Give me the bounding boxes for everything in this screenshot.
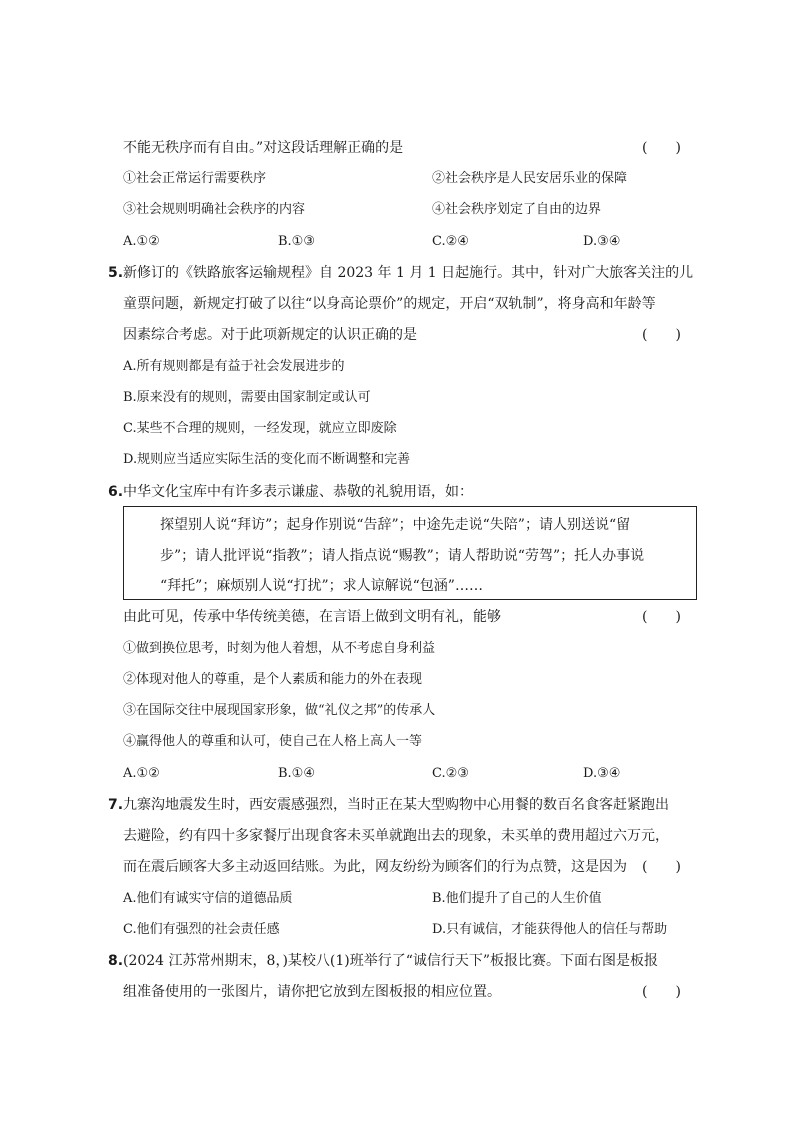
q7-answer-paren: ( ) bbox=[642, 859, 681, 875]
q6-statement-3: ③在国际交往中展现国家形象，做“礼仪之邦”的传承人 bbox=[123, 703, 436, 718]
q4-option-b: B.①③ bbox=[278, 234, 315, 249]
q5-number: 5. bbox=[108, 265, 124, 281]
q6-option-c: C.②③ bbox=[432, 766, 469, 781]
q7-option-c: C.他们有强烈的社会责任感 bbox=[123, 922, 280, 937]
q8-number: 8. bbox=[108, 953, 124, 969]
q8-stem-line-1: (2024 江苏常州期末，8，)某校八(1)班举行了“诚信行天下”板报比赛。下面右图是板报 bbox=[123, 953, 659, 969]
q6-stem: 中华文化宝库中有许多表示谦虚、恭敬的礼貌用语，如： bbox=[123, 484, 473, 500]
q4-option-d: D.③④ bbox=[583, 234, 621, 249]
q6-box-line-2: 步”；请人批评说“指教”；请人指点说“赐教”；请人帮助说“劳驾”；托人办事说 bbox=[160, 548, 645, 564]
q6-option-a: A.①② bbox=[123, 766, 160, 781]
q6-answer-paren: ( ) bbox=[642, 609, 681, 625]
q6-box-line-1: 探望别人说“拜访”；起身作别说“告辞”；中途先走说“失陪”；请人别送说“留 bbox=[160, 517, 631, 533]
q6-box-line-3: “拜托”；麻烦别人说“打扰”；求人谅解说“包涵”…… bbox=[160, 578, 483, 594]
q5-option-a: A.所有规则都是有益于社会发展进步的 bbox=[123, 359, 345, 374]
q5-option-b: B.原来没有的规则，需要由国家制定或认可 bbox=[123, 390, 371, 405]
q4-statement-1: ①社会正常运行需要秩序 bbox=[123, 171, 267, 186]
q7-stem-line-1: 九寨沟地震发生时，西安震感强烈，当时正在某大型购物中心用餐的数百名食客赶紧跑出 bbox=[123, 797, 669, 813]
q4-option-c: C.②④ bbox=[432, 234, 469, 249]
q8-answer-paren: ( ) bbox=[642, 984, 681, 1000]
q6-quote-box bbox=[123, 506, 697, 600]
q7-option-b: B.他们提升了自己的人生价值 bbox=[432, 891, 602, 906]
q7-number: 7. bbox=[108, 797, 124, 813]
q7-option-d: D.只有诚信，才能获得他人的信任与帮助 bbox=[432, 922, 668, 937]
q6-number: 6. bbox=[108, 484, 124, 500]
q4-option-a: A.①② bbox=[123, 234, 160, 249]
q6-statement-1: ①做到换位思考，时刻为他人着想，从不考虑自身利益 bbox=[123, 641, 436, 656]
q4-statement-4: ④社会秩序划定了自由的边界 bbox=[432, 202, 602, 217]
q4-statement-3: ③社会规则明确社会秩序的内容 bbox=[123, 202, 306, 217]
q5-stem-line-3: 因素综合考虑。对于此项新规定的认识正确的是 bbox=[123, 327, 417, 343]
q4-stem-tail: 不能无秩序而有自由。”对这段话理解正确的是 bbox=[123, 140, 404, 156]
q6-option-b: B.①④ bbox=[278, 766, 315, 781]
q7-stem-line-2: 去避险，约有四十多家餐厅出现食客未买单就跑出去的现象，未买单的费用超过六万元， bbox=[123, 828, 669, 844]
q5-option-d: D.规则应当适应实际生活的变化而不断调整和完善 bbox=[123, 452, 411, 467]
q4-answer-paren: ( ) bbox=[642, 140, 681, 156]
q4-statement-2: ②社会秩序是人民安居乐业的保障 bbox=[432, 171, 628, 186]
q7-stem-line-3: 而在震后顾客大多主动返回结账。为此，网友纷纷为顾客们的行为点赞，这是因为 bbox=[123, 859, 627, 875]
q7-option-a: A.他们有诚实守信的道德品质 bbox=[123, 891, 293, 906]
q5-stem-line-1: 新修订的《铁路旅客运输规程》自 2023 年 1 月 1 日起施行。其中，针对广大旅客关注的儿 bbox=[123, 265, 694, 281]
q5-stem-line-2: 童票问题，新规定打破了以往“以身高论票价”的规定，开启“双轨制”，将身高和年龄等 bbox=[123, 296, 656, 312]
q6-statement-4: ④赢得他人的尊重和认可，使自己在人格上高人一等 bbox=[123, 734, 423, 749]
q6-question: 由此可见，传承中华传统美德，在言语上做到文明有礼，能够 bbox=[123, 609, 501, 625]
q5-option-c: C.某些不合理的规则，一经发现，就应立即废除 bbox=[123, 421, 397, 436]
q6-statement-2: ②体现对他人的尊重，是个人素质和能力的外在表现 bbox=[123, 672, 423, 687]
q8-stem-line-2: 组准备使用的一张图片，请你把它放到左图板报的相应位置。 bbox=[123, 984, 501, 1000]
q6-option-d: D.③④ bbox=[583, 766, 621, 781]
q5-answer-paren: ( ) bbox=[642, 327, 681, 343]
